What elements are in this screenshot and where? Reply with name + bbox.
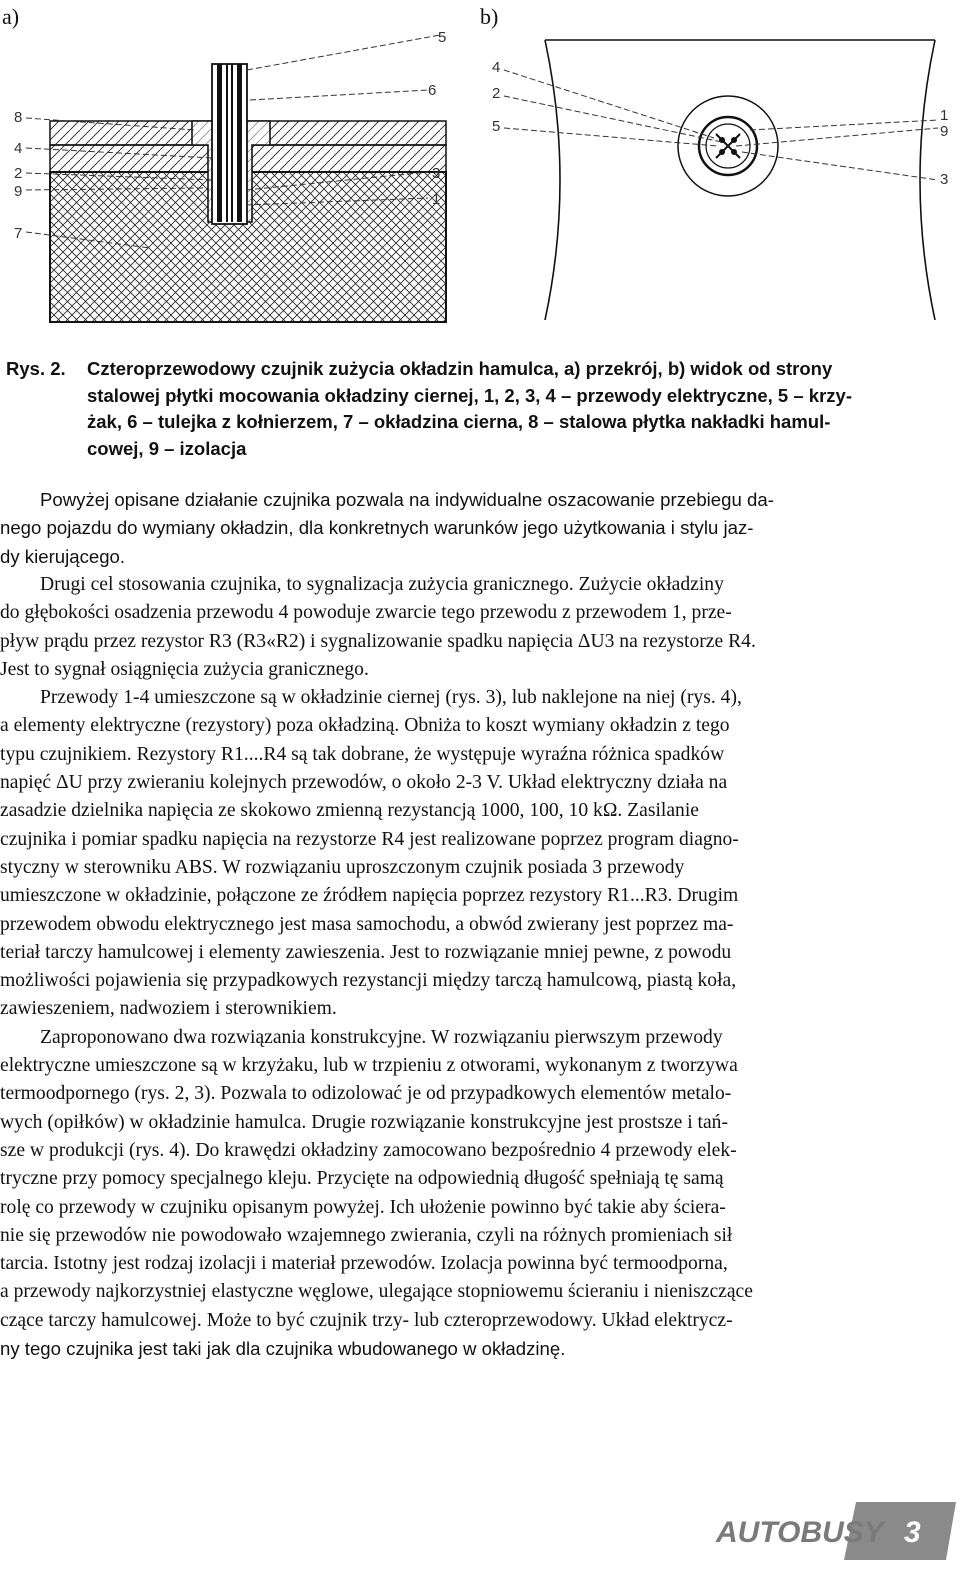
wire-2 <box>237 64 242 222</box>
body-line: Drugi cel stosowania czujnika, to sygnalizacja zużycia granicznego. Zużycie okładziny <box>40 573 724 595</box>
caption-line: Czteroprzewodowy czujnik zużycia okładzin hamulca, a) przekrój, b) widok od strony <box>87 358 833 379</box>
body-line: teriał tarczy hamulcowej i elementy zawieszenia. Jest to rozwiązanie mniej pewne, z powodu <box>0 941 732 963</box>
body-line: Powyżej opisane działanie czujnika pozwala na indywidualne oszacowanie przebiegu da- <box>40 489 774 510</box>
body-line: Jest to sygnał osiągnięcia zużycia granicznego. <box>0 658 369 680</box>
label-a-3: 3 <box>432 165 441 182</box>
label-b-9: 9 <box>940 123 949 140</box>
body-line: Przewody 1-4 umieszczone są w okładzinie ciernej (rys. 3), lub naklejone na niej (rys. 4), <box>40 687 742 709</box>
label-b-4: 4 <box>492 59 501 76</box>
label-b-2: 2 <box>492 85 501 102</box>
body-line: czujnika i pomiar spadku napięcia na rezystorze R4 jest realizowane poprzez program diagno- <box>0 828 739 850</box>
label-a-4: 4 <box>14 140 23 157</box>
caption-line: cowej, 9 – izolacja <box>87 437 247 459</box>
body-line: nie się przewodów nie powodowało wzajemnego zwierania, czyli na różnych promieniach sił <box>0 1224 733 1246</box>
body-line: możliwości pojawienia się przypadkowych rezystancji między tarczą hamulcową, piastą koła, <box>0 970 737 992</box>
plate-edge-right <box>920 40 935 320</box>
body-line: tryczne przy pomocy specjalnego kleju. Przycięte na odpowiednią długość spełniają tę samą <box>0 1168 724 1190</box>
body-line: przewodem obwodu elektrycznego jest masa samochodu, a obwód zwierany jest poprzez ma- <box>0 913 734 935</box>
label-a-5: 5 <box>438 29 447 46</box>
body-line: czące tarczy hamulcowej. Może to być czujnik trzy- lub czteroprzewodowy. Układ elektrycz- <box>0 1309 733 1331</box>
caption-line: stalowej płytki mocowania okładziny ciernej, 1, 2, 3, 4 – przewody elektryczne, 5 – krzy- <box>87 384 852 406</box>
label-a-6: 6 <box>428 82 437 99</box>
caption-line: żak, 6 – tulejka z kołnierzem, 7 – okładzina cierna, 8 – stalowa płytka nakładki hamul- <box>87 411 831 432</box>
figure-caption <box>6 356 950 459</box>
body-line: do głębokości osadzenia przewodu 4 powoduje zwarcie tego przewodu z przewodem 1, prze- <box>0 602 732 624</box>
body-line: styczny w sterowniku ABS. W rozwiązaniu uproszczonym czujnik posiada 3 przewody <box>0 856 685 878</box>
wire-1 <box>217 64 222 222</box>
label-a-9: 9 <box>14 183 23 200</box>
body-line: wych (opiłków) w okładzinie hamulca. Drugie rozwiązanie konstrukcyjne jest prostsze i tań- <box>0 1111 729 1133</box>
body-line: umieszczone w okładzinie, połączone ze źródłem napięcia poprzez rezystory R1...R3. Drugim <box>0 885 739 907</box>
body-line: termoodpornego (rys. 2, 3). Pozwala to odizolować je od przypadkowych elementów metalo- <box>0 1083 732 1105</box>
label-b-3: 3 <box>940 171 949 188</box>
page-number: 3 <box>904 1516 921 1549</box>
panel-a-label: a) <box>2 4 20 29</box>
body-line: zawieszeniem, nadwoziem i sterownikiem. <box>0 998 337 1020</box>
body-line: zasadzie dzielnika napięcia ze skokowo zmienną rezystancją 1000, 100, 10 kΩ. Zasilanie <box>0 800 699 822</box>
label-b-1: 1 <box>940 107 949 124</box>
plate-edge-left <box>545 40 560 320</box>
label-a-2: 2 <box>14 165 23 182</box>
autobusy-logo <box>706 1496 956 1562</box>
body-line: Zaproponowano dwa rozwiązania konstrukcyjne. W rozwiązaniu pierwszym przewody <box>40 1026 723 1048</box>
body-line: a przewody najkorzystniej elastyczne węglowe, ulegające stopniowemu ścieraniu i nieniszczące <box>0 1281 753 1303</box>
body-line: tarcia. Istotny jest rodzaj izolacji i materiał przewodów. Izolacja powinna być termoodporna, <box>0 1253 728 1275</box>
body-line: rolę co przewody w czujniku opisanym powyżej. Ich ułożenie powinno być takie aby ściera- <box>0 1196 726 1218</box>
body-line: dy kierującego. <box>0 545 126 567</box>
brand-text: AUTOBUSY <box>716 1516 884 1549</box>
panel-b-label: b) <box>480 4 499 29</box>
figure-a-cross-section <box>0 0 470 330</box>
body-line: pływ prądu przez rezystor R3 (R3«R2) i sygnalizowanie spadku napięcia ΔU3 na rezystorze R4. <box>0 630 756 652</box>
label-b-5: 5 <box>492 118 501 135</box>
body-line: ny tego czujnika jest taki jak dla czujnika wbudowanego w okładzinę. <box>0 1338 566 1359</box>
body-line: a elementy elektryczne (rezystory) poza okładziną. Obniża to koszt wymiany okładzin z tego <box>0 715 730 737</box>
figure-b-top-view <box>480 0 960 330</box>
body-line: elektryczne umieszczone są w krzyżaku, lub w trzpieniu z otworami, wykonanym z tworzywa <box>0 1055 738 1076</box>
caption-label: Rys. 2. <box>6 358 66 379</box>
body-line: napięć ΔU przy zwieraniu kolejnych przewodów, o około 2-3 V. Układ elektryczny działa na <box>0 772 728 793</box>
label-a-7: 7 <box>14 225 23 242</box>
body-line: nego pojazdu do wymiany okładzin, dla konkretnych warunków jego użytkowania i stylu jaz- <box>0 517 754 539</box>
body-line: typu czujnikiem. Rezystory R1....R4 są tak dobrane, że występuje wyraźna różnica spadków <box>0 743 725 765</box>
body-line: sze w produkcji (rys. 4). Do krawędzi okładziny zamocowano bezpośrednio 4 przewody elek- <box>0 1139 737 1161</box>
label-a-8: 8 <box>14 109 23 126</box>
label-a-1: 1 <box>432 191 441 208</box>
